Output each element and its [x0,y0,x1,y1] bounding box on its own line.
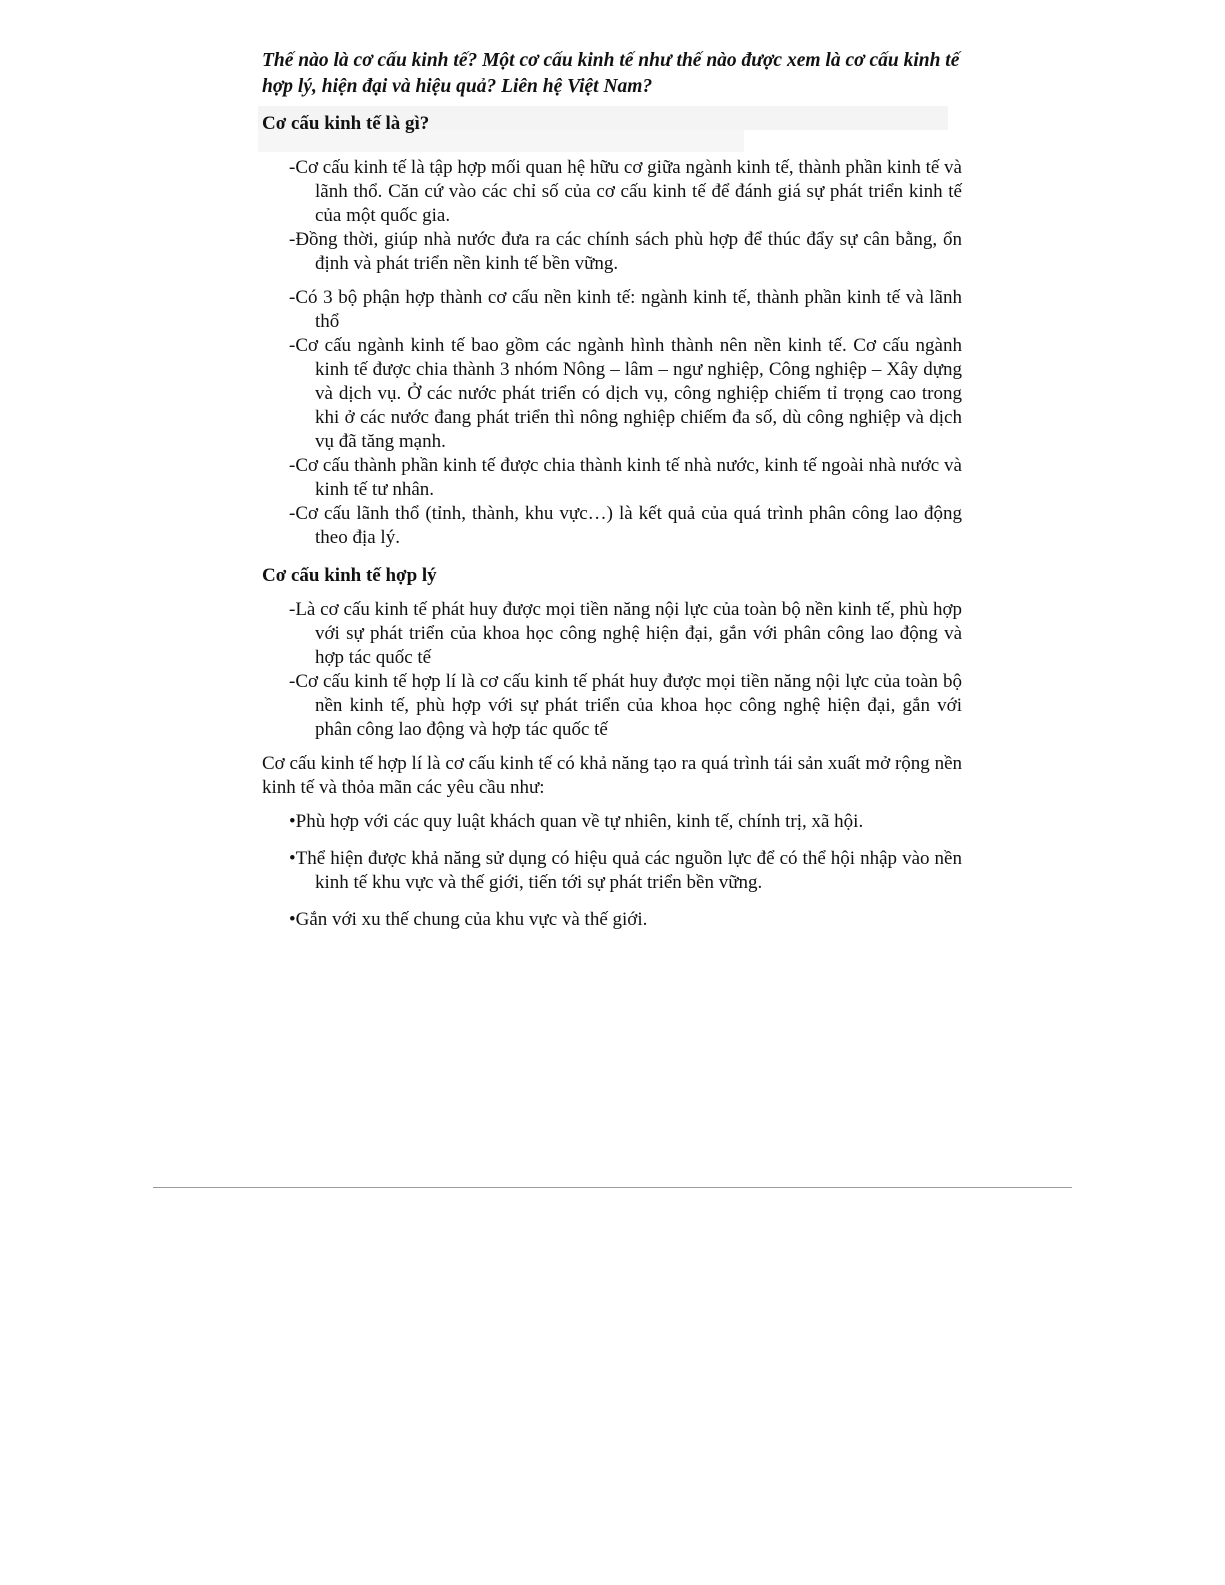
spacer [262,276,962,286]
section1-list-group1 [262,156,962,276]
page-separator-line [153,1187,1072,1188]
list-item [262,228,962,276]
list-item [262,454,962,502]
document-title: Thế nào là cơ cấu kinh tế? Một cơ cấu kinh tế như thế nào được xem là cơ cấu kinh tế hợp lý, hiện đại và hiệu quả? Liên hệ Việt Nam? [262,50,960,97]
dash-marker: - [289,671,296,692]
list-item [262,670,962,742]
section1-heading: Cơ cấu kinh tế là gì? [262,113,430,134]
list-item [262,156,962,228]
list-item-text: Cơ cấu kinh tế là tập hợp mối quan hệ hữu cơ giữa ngành kinh tế, thành phần kinh tế và lãnh thổ. Căn cứ vào các chỉ số của cơ cấu kinh tế để đánh giá sự phát triển kinh tế của một quốc gia. [295,157,962,226]
dash-marker: - [289,335,296,356]
document-page [262,48,962,945]
bullet-marker: • [289,909,296,930]
section1-list-group2 [262,286,962,550]
dash-marker: - [289,287,296,308]
list-item [262,334,962,454]
list-item-text: Cơ cấu thành phần kinh tế được chia thành kinh tế nhà nước, kinh tế ngoài nhà nước và kinh tế tư nhân. [295,455,962,500]
bullet-item-text: Thể hiện được khả năng sử dụng có hiệu quả các nguồn lực để có thể hội nhập vào nền kinh tế khu vực và thế giới, tiến tới sự phát triển bền vững. [295,848,962,893]
dash-marker: - [289,229,296,250]
dash-marker: - [289,455,296,476]
section2-list [262,598,962,742]
list-item [262,502,962,550]
section2-heading: Cơ cấu kinh tế hợp lý [262,565,437,586]
spacer [262,550,962,564]
requirements-list [262,810,962,932]
spacer [262,742,962,752]
dash-marker: - [289,599,296,620]
bullet-item [262,847,962,895]
list-item-text: Cơ cấu kinh tế hợp lí là cơ cấu kinh tế phát huy được mọi tiền năng nội lực của toàn bộ nền kinh tế, phù hợp với sự phát triển của khoa học công nghệ hiện đại, gắn với phân công lao động và hợp tác quốc tế [295,671,962,740]
section2-paragraph: Cơ cấu kinh tế hợp lí là cơ cấu kinh tế có khả năng tạo ra quá trình tái sản xuất mở rộng nền kinh tế và thỏa mãn các yêu cầu như: [262,753,962,798]
section1-heading-block [262,106,962,156]
spacer [262,588,962,598]
bullet-item-text: Phù hợp với các quy luật khách quan về tự nhiên, kinh tế, chính trị, xã hội. [295,811,864,832]
bullet-item-text: Gắn với xu thế chung của khu vực và thế giới. [295,909,648,930]
bullet-item [262,810,962,834]
list-item [262,286,962,334]
spacer [262,800,962,810]
list-item-text: Là cơ cấu kinh tế phát huy được mọi tiền năng nội lực của toàn bộ nền kinh tế, phù hợp với sự phát triển của khoa học công nghệ hiện đại, gắn với phân công lao động và hợp tác quốc tế [295,599,962,668]
dash-marker: - [289,503,296,524]
dash-marker: - [289,157,296,178]
bullet-item [262,908,962,932]
list-item-text: Cơ cấu ngành kinh tế bao gồm các ngành hình thành nên nền kinh tế. Cơ cấu ngành kinh tế được chia thành 3 nhóm Nông – lâm – ngư nghiệp, Công nghiệp – Xây dựng và dịch vụ. Ở các nước phát triển có dịch vụ, công nghiệp chiếm tỉ trọng cao trong khi ở các nước đang phát triển thì nông nghiệp chiếm đa số, dù công nghiệp và dịch vụ đã tăng mạnh. [295,335,962,452]
list-item-text: Cơ cấu lãnh thổ (tỉnh, thành, khu vực…) là kết quả của quá trình phân công lao động theo địa lý. [295,503,962,548]
list-item [262,598,962,670]
bullet-marker: • [289,811,296,832]
list-item-text: Đồng thời, giúp nhà nước đưa ra các chính sách phù hợp để thúc đẩy sự cân bằng, ổn định và phát triển nền kinh tế bền vững. [295,229,962,274]
list-item-text: Có 3 bộ phận hợp thành cơ cấu nền kinh tế: ngành kinh tế, thành phần kinh tế và lãnh thổ [295,287,962,332]
bullet-marker: • [289,848,296,869]
